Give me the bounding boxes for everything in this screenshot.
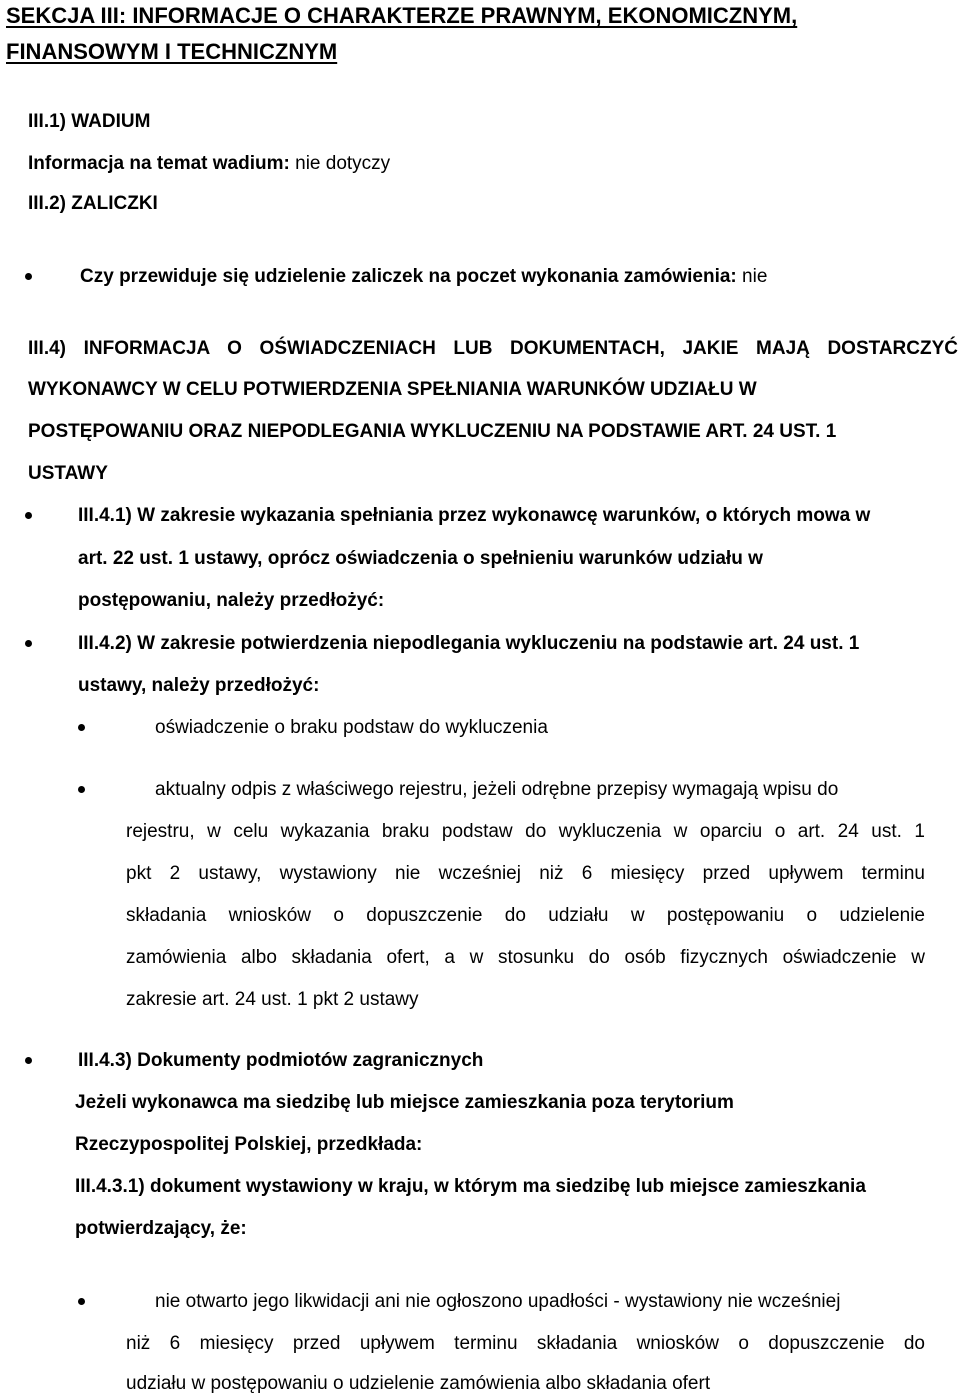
item-4-2-line-1: III.4.2) W zakresie potwierdzenia niepodlegania wykluczeniu na podstawie art. 24 ust. 1 [78,633,860,654]
informacja-heading-line-1: III.4) INFORMACJA O OŚWIADCZENIACH LUB DOKUMENTACH, JAKIE MAJĄ DOSTARCZYĆ [28,338,958,359]
bullet-icon [25,1057,32,1064]
item-4-2-line-2: ustawy, należy przedłożyć: [78,675,320,696]
item-4-1-line-3: postępowaniu, należy przedłożyć: [78,590,385,611]
sub-item-2-line-1: aktualny odpis z właściwego rejestru, jeżeli odrębne przepisy wymagają wpisu do [155,779,839,800]
sub-item-3-line-1: nie otwarto jego likwidacji ani nie ogłoszono upadłości - wystawiony nie wcześniej [155,1291,841,1312]
wadium-info-label: Informacja na temat wadium: [28,153,290,174]
zaliczki-question: Czy przewiduje się udzielenie zaliczek na poczet wykonania zamówienia: [80,266,737,287]
item-4-3-line-3: III.4.3.1) dokument wystawiony w kraju, w którym ma siedzibę lub miejsce zamieszkania [75,1176,866,1197]
item-4-1-line-1: III.4.1) W zakresie wykazania spełniania przez wykonawcę warunków, o których mowa w [78,505,871,526]
section-title-line-2: FINANSOWYM I TECHNICZNYM [6,39,338,64]
zaliczki-answer: nie [742,266,768,287]
zaliczki-heading: III.2) ZALICZKI [28,193,158,214]
sub-item-2-line-4: składania wniosków o dopuszczenie do udziału w postępowaniu o udzielenie [126,905,925,926]
item-4-3-line-1: Jeżeli wykonawca ma siedzibę lub miejsce zamieszkania poza terytorium [75,1092,734,1113]
sub-item-2-line-2: rejestru, w celu wykazania braku podstaw do wykluczenia w oparciu o art. 24 ust. 1 [126,821,925,842]
bullet-icon [78,724,85,731]
zaliczki-question-line [80,265,767,289]
bullet-icon [25,640,32,647]
wadium-heading: III.1) WADIUM [28,111,151,132]
bullet-icon [25,512,32,519]
item-4-1-line-2: art. 22 ust. 1 ustawy, oprócz oświadczenia o spełnieniu warunków udziału w [78,548,763,569]
wadium-info-value: nie dotyczy [295,153,391,174]
informacja-heading-line-3: POSTĘPOWANIU ORAZ NIEPODLEGANIA WYKLUCZENIU NA PODSTAWIE ART. 24 UST. 1 [28,421,837,442]
wadium-info [28,152,390,176]
sub-item-3-line-2: niż 6 miesięcy przed upływem terminu składania wniosków o dopuszczenie do [126,1333,925,1354]
item-4-3-line-2: Rzeczypospolitej Polskiej, przedkłada: [75,1134,423,1155]
item-4-3-line-4: potwierdzający, że: [75,1218,247,1239]
sub-item-1: oświadczenie o braku podstaw do wykluczenia [155,717,548,738]
informacja-heading-line-4: USTAWY [28,463,108,484]
informacja-heading-line-2: WYKONAWCY W CELU POTWIERDZENIA SPEŁNIANIA WARUNKÓW UDZIAŁU W [28,379,757,400]
section-title-line-1: SEKCJA III: INFORMACJE O CHARAKTERZE PRAWNYM, EKONOMICZNYM, [6,3,798,28]
sub-item-2-line-3: pkt 2 ustawy, wystawiony nie wcześniej niż 6 miesięcy przed upływem terminu [126,863,925,884]
bullet-icon [25,273,32,280]
sub-item-2-line-5: zamówienia albo składania ofert, a w stosunku do osób fizycznych oświadczenie w [126,947,925,968]
sub-item-2-line-6: zakresie art. 24 ust. 1 pkt 2 ustawy [126,989,419,1010]
bullet-icon [78,786,85,793]
bullet-icon [78,1298,85,1305]
item-4-3-heading: III.4.3) Dokumenty podmiotów zagranicznych [78,1050,484,1071]
sub-item-3-line-3: udziału w postępowaniu o udzielenie zamówienia albo składania ofert [126,1373,711,1394]
